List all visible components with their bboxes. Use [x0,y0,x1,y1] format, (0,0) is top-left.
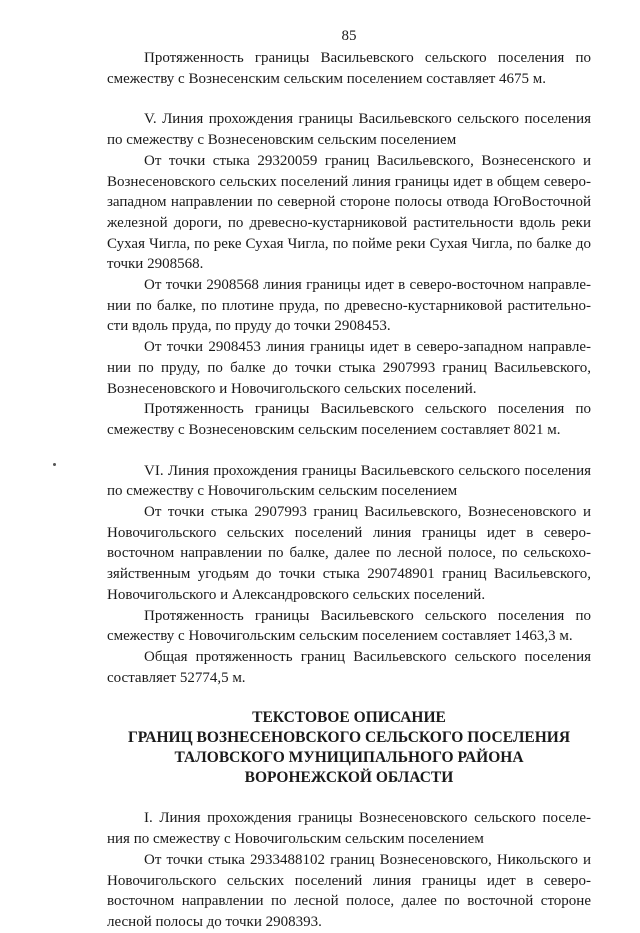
paragraph: VI. Линия прохождения границы Васильевского сельского поселения по смежеству с Новочигольским сельским поселением [107,462,591,500]
page-number: 85 [341,28,357,44]
paragraph: От точки стыка 29320059 границ Васильевского, Вознесенского и Вознесеновского сельских поселений линия границы идет в общем северозападном направлении по северной стороне полосы отвода ЮгоВосточной железной дороги, по древесно-кустарниковой растительности вдоль реки Сухая Чигла, по реке Сухая Чигла, по пойме реки Сухая Чигла, по балке до точки 2908568. [107,152,591,273]
paragraph: От точки стыка 2933488102 границ Вознесеновского, Никольского и Новочигольского сельских поселений линия границы идет в северовосточном направлении по лесной полосе, далее по восточной стороне лесной полосы до точки 2908393. [107,851,591,930]
section-heading: ВОРОНЕЖСКОЙ ОБЛАСТИ [244,769,454,787]
section-heading: ТЕКСТОВОЕ ОПИСАНИЕ [252,709,446,727]
paragraph-gap [107,441,591,461]
paragraph-gap [107,89,591,109]
paragraph: Протяженность границы Васильевского сельского поселения по смежеству с Новочигольским сельским поселением составляет 1463,3 м. [107,607,591,645]
document-page [107,26,591,933]
scan-speck [53,463,56,466]
paragraph-gap [107,688,591,708]
section-heading: ГРАНИЦ ВОЗНЕСЕНОВСКОГО СЕЛЬСКОГО ПОСЕЛЕНИЯ [127,729,571,747]
paragraph: V. Линия прохождения границы Васильевского сельского поселения по смежеству с Вознесеновским сельским поселением [107,111,591,149]
paragraph: От точки 2908568 линия границы идет в северо-восточном направлении по балке, по плотине пруда, по древесно-кустарниковой растительности вдоль пруда, по пруду до точки 2908453. [107,277,591,335]
paragraph: От точки 2908453 линия границы идет в северо-западном направлении по пруду, по балке до точки стыка 2907993 границ Васильевского, Вознесеновского и Новочигольского сельских поселений. [107,339,591,397]
section-heading: ТАЛОВСКОГО МУНИЦИПАЛЬНОГО РАЙОНА [174,749,524,767]
paragraph: Протяженность границы Васильевского сельского поселения по смежеству с Вознесеновским сельским поселением составляет 8021 м. [107,401,591,438]
paragraph-gap [107,788,591,808]
document-body [107,48,591,933]
paragraph: Общая протяженность границ Васильевского сельского поселения составляет 52774,5 м. [107,648,591,686]
paragraph: Протяженность границы Васильевского сельского поселения по смежеству с Вознесенским сельским поселением составляет 4675 м. [107,50,591,87]
paragraph: I. Линия прохождения границы Вознесеновского сельского поселения по смежеству с Новочигольским сельским поселением [107,810,591,848]
paragraph: От точки стыка 2907993 границ Васильевского, Вознесеновского и Новочигольского сельских поселений линия границы идет в северовосточном направлении по балке, далее по лесной полосе, по сельскохозяйственным угодьям до точки стыка 290748901 границ Васильевского, Новочигольского и Александровского сельских поселений. [107,504,591,603]
